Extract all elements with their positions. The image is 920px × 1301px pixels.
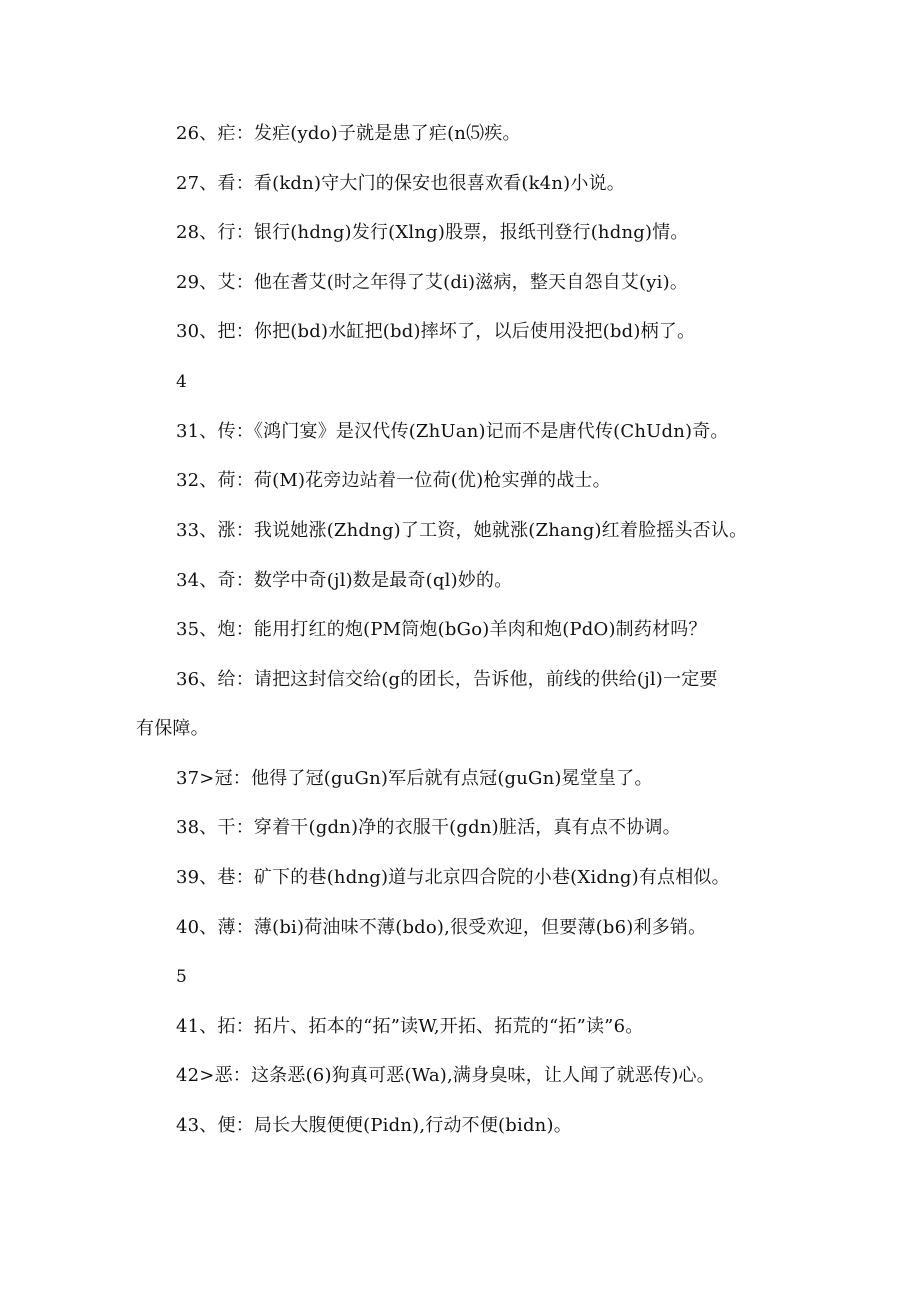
entry-42: 42>恶：这条恶(6)狗真可恶(Wa),满身臭味，让人闻了就恶传)心。 bbox=[176, 1065, 715, 1086]
entry-27: 27、看：看(kdn)守大门的保安也很喜欢看(k4n)小说。 bbox=[176, 173, 625, 194]
entry-34: 34、奇：数学中奇(jl)数是最奇(ql)妙的。 bbox=[176, 570, 513, 591]
entry-38: 38、干：穿着干(gdn)净的衣服干(gdn)脏活，真有点不协调。 bbox=[176, 817, 681, 838]
entry-36: 36、给：请把这封信交给(g的团长，告诉他，前线的供给(jl)一定要 bbox=[176, 669, 718, 690]
entry-41: 41、拓：拓片、拓本的“拓”读W,开拓、拓荒的“拓”读”6。 bbox=[176, 1016, 644, 1037]
entry-33: 33、涨：我说她涨(Zhdng)了工资，她就涨(Zhang)红着脸摇头否认。 bbox=[176, 520, 748, 541]
entry-29: 29、艾：他在耆艾(时之年得了艾(di)滋病，整天自怨自艾(yi)。 bbox=[176, 272, 689, 293]
entry-39: 39、巷：矿下的巷(hdng)道与北京四合院的小巷(Xidng)有点相似。 bbox=[176, 867, 730, 888]
entry-40: 40、薄：薄(bi)荷油味不薄(bdo),很受欢迎，但要薄(b6)利多销。 bbox=[176, 917, 707, 938]
section-number-4: 4 bbox=[176, 372, 187, 392]
entry-30: 30、把：你把(bd)水缸把(bd)摔坏了，以后使用没把(bd)柄了。 bbox=[176, 321, 696, 342]
entry-32: 32、荷：荷(M)花旁边站着一位荷(优)枪实弹的战士。 bbox=[176, 470, 611, 491]
entry-35: 35、炮：能用打红的炮(PM筒炮(bGo)羊肉和炮(PdO)制药材吗？ bbox=[176, 619, 707, 640]
section-number-5: 5 bbox=[176, 967, 187, 987]
entry-26: 26、疟：发疟(ydo)子就是患了疟(n⑸疾。 bbox=[176, 123, 521, 144]
entry-28: 28、行：银行(hdng)发行(Xlng)股票，报纸刊登行(hdng)情。 bbox=[176, 222, 689, 243]
entry-43: 43、便：局长大腹便便(Pidn),行动不便(bidn)。 bbox=[176, 1115, 572, 1136]
entry-31: 31、传：《鸿门宴》是汉代传(ZhUan)记而不是唐代传(ChUdn)奇。 bbox=[176, 421, 729, 442]
entry-37: 37>冠：他得了冠(guGn)军后就有点冠(guGn)冕堂皇了。 bbox=[176, 768, 653, 789]
entry-36-continuation: 有保障。 bbox=[136, 718, 209, 739]
